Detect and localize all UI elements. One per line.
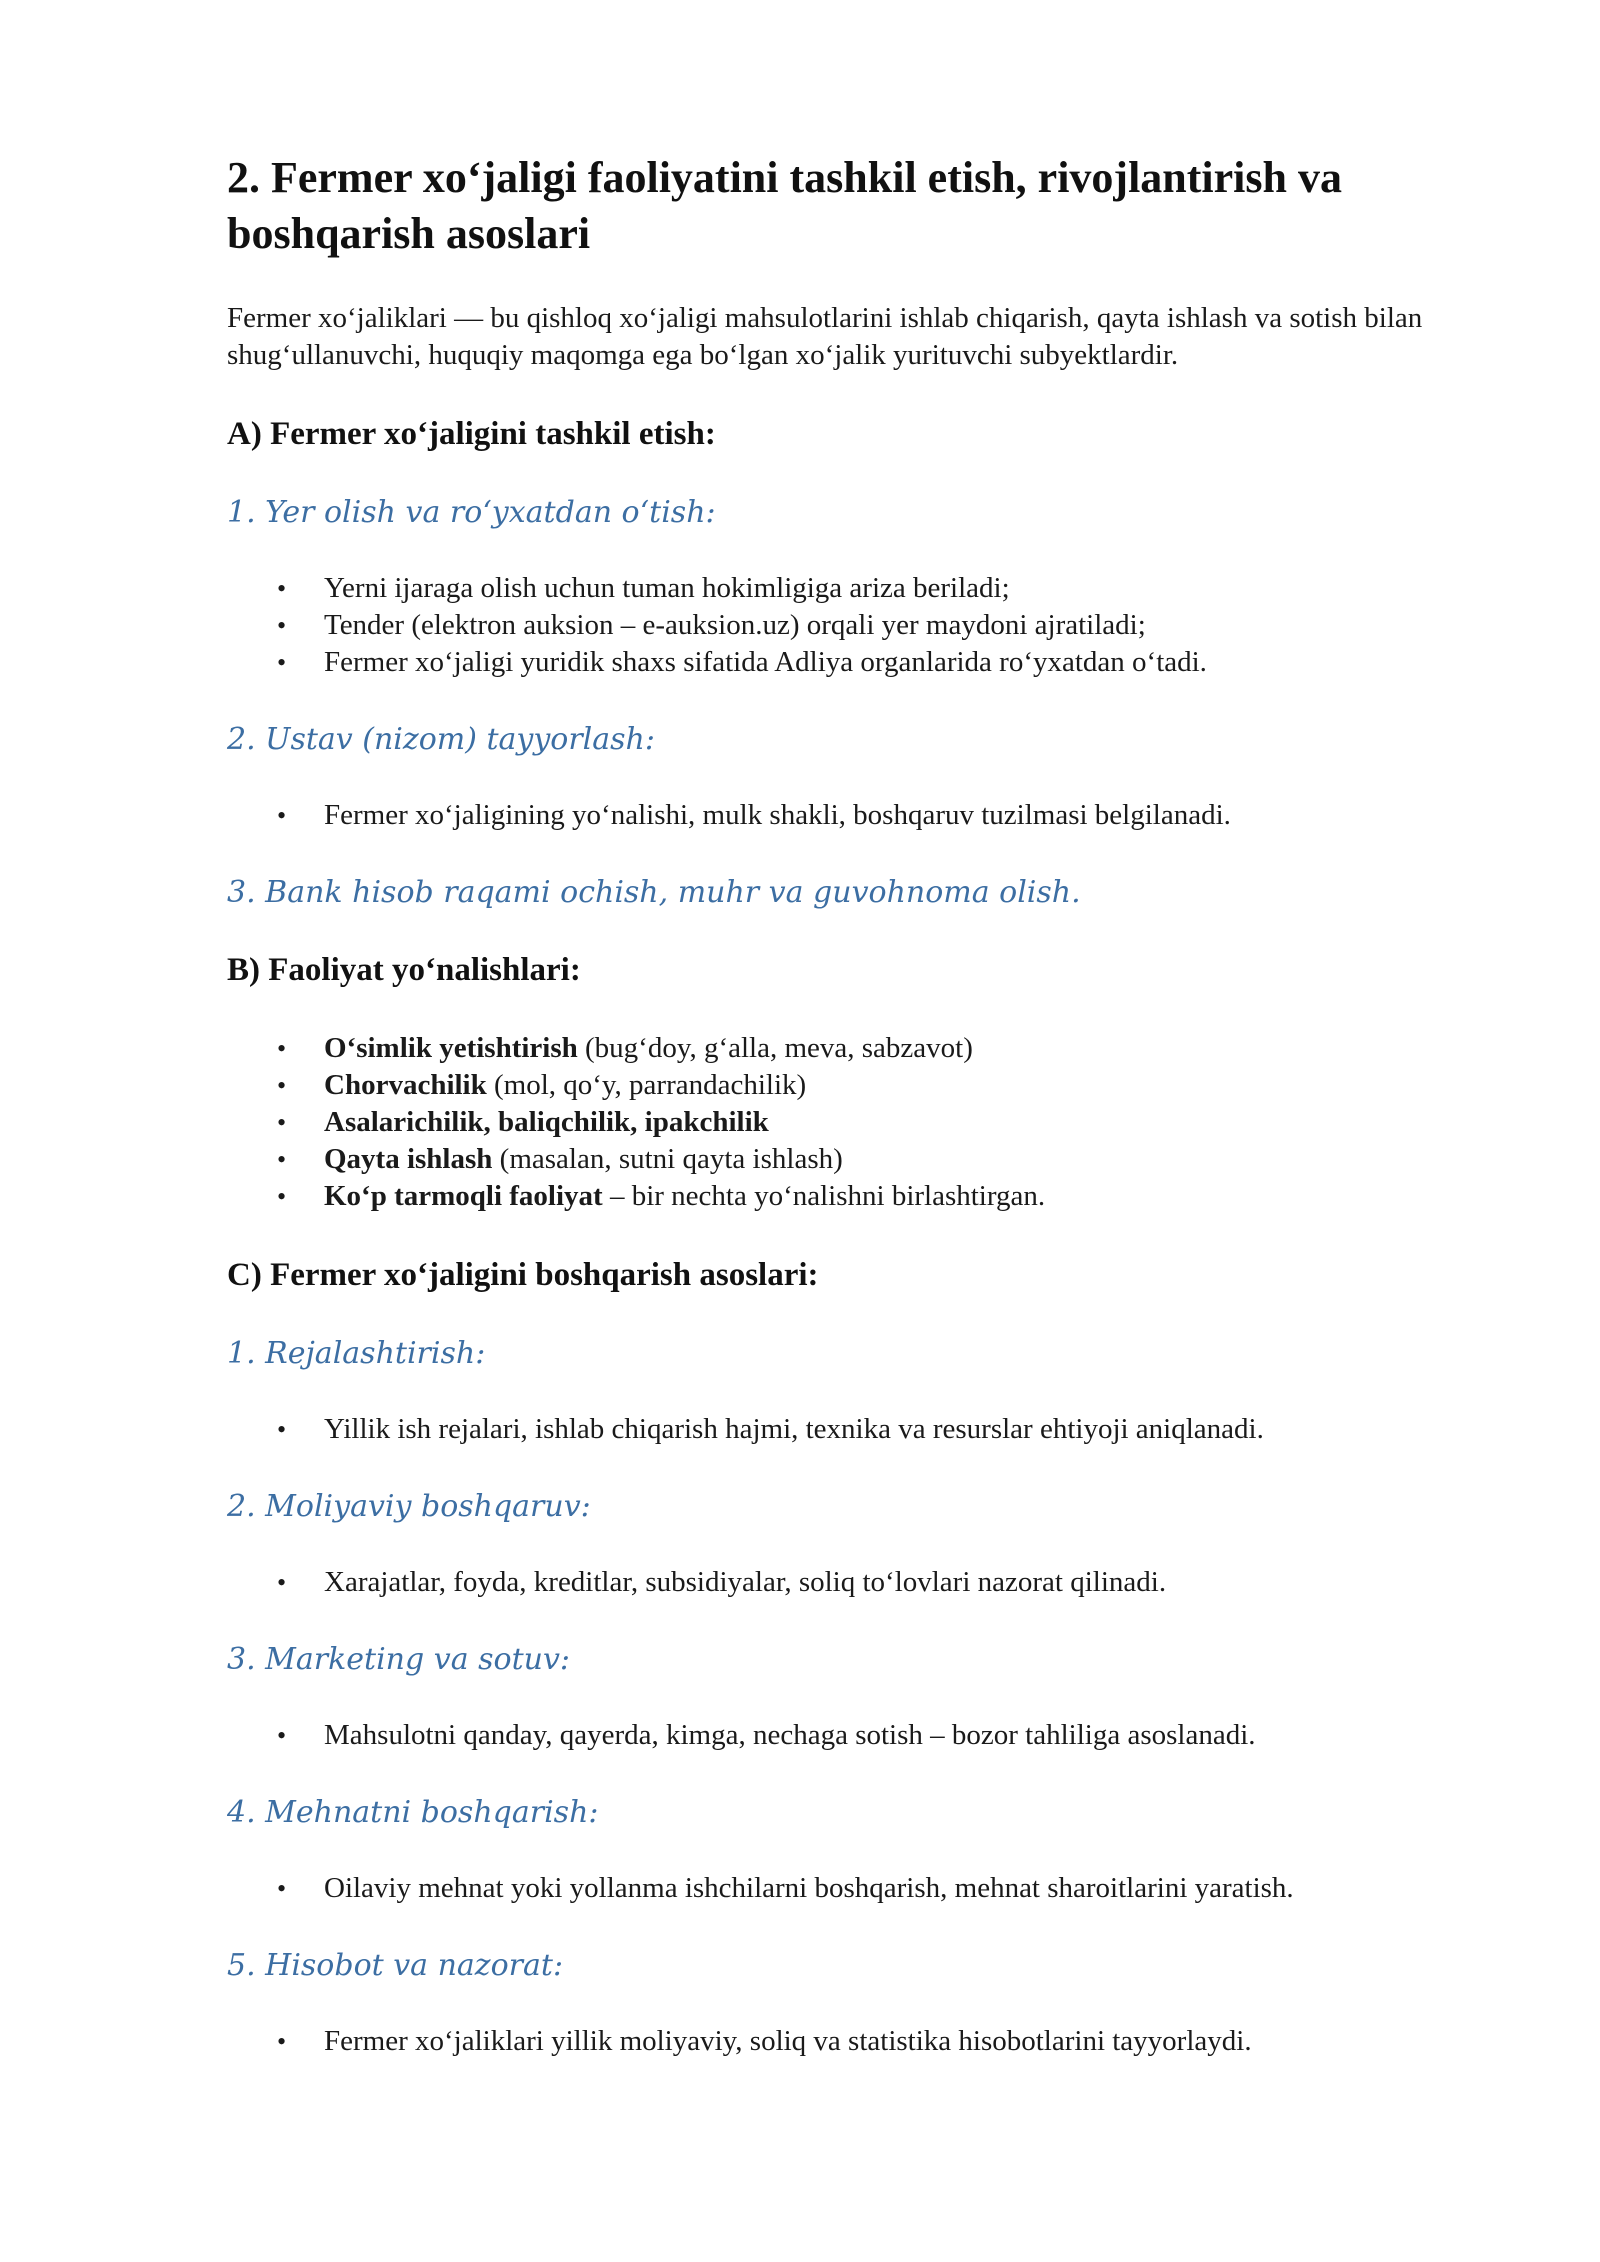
- list-item: • Mahsulotni qanday, qayerda, kimga, nechaga sotish – bozor tahliliga asoslanadi.: [227, 1717, 1487, 1754]
- section-a-sub1-list: [227, 570, 1487, 681]
- section-c-sub2-heading: 2. Moliyaviy boshqaruv:: [227, 1489, 591, 1524]
- bullet-icon: •: [277, 1182, 287, 1211]
- bullet-icon: •: [277, 574, 287, 603]
- list-item: • Fermer xo‘jaligi yuridik shaxs sifatida Adliya organlarida ro‘yxatdan o‘tadi.: [227, 644, 1487, 681]
- list-item: • Yillik ish rejalari, ishlab chiqarish hajmi, texnika va resurslar ehtiyoji aniqlanadi.: [227, 1411, 1487, 1448]
- document-page: [227, 150, 1487, 2100]
- section-c-sub4-list: [227, 1870, 1487, 1907]
- section-c-sub1-heading: 1. Rejalashtirish:: [227, 1336, 486, 1371]
- list-item: • Chorvachilik (mol, qo‘y, parrandachilik): [227, 1067, 1487, 1104]
- section-a-sub2-list: [227, 797, 1487, 834]
- bullet-icon: •: [277, 1721, 287, 1750]
- list-item: • Xarajatlar, foyda, kreditlar, subsidiyalar, soliq to‘lovlari nazorat qilinadi.: [227, 1564, 1487, 1601]
- list-item: • Yerni ijaraga olish uchun tuman hokimligiga ariza beriladi;: [227, 570, 1487, 607]
- bullet-icon: •: [277, 1145, 287, 1174]
- section-a-heading: A) Fermer xo‘jaligini tashkil etish:: [227, 416, 716, 452]
- bullet-icon: •: [277, 1034, 287, 1063]
- section-a-sub2-heading: 2. Ustav (nizom) tayyorlash:: [227, 722, 655, 757]
- bullet-icon: •: [277, 1415, 287, 1444]
- bullet-icon: •: [277, 1874, 287, 1903]
- bullet-icon: •: [277, 611, 287, 640]
- bullet-icon: •: [277, 1108, 287, 1137]
- section-a-sub1-heading: 1. Yer olish va ro‘yxatdan o‘tish:: [227, 495, 716, 530]
- bullet-icon: •: [277, 2027, 287, 2056]
- list-item: • Oilaviy mehnat yoki yollanma ishchilarni boshqarish, mehnat sharoitlarini yaratish.: [227, 1870, 1487, 1907]
- list-item: • Tender (elektron auksion – e-auksion.uz) orqali yer maydoni ajratiladi;: [227, 607, 1487, 644]
- section-c-sub4-heading: 4. Mehnatni boshqarish:: [227, 1795, 599, 1830]
- section-a-sub3-heading: 3. Bank hisob raqami ochish, muhr va guvohnoma olish.: [227, 875, 1081, 910]
- bullet-icon: •: [277, 1071, 287, 1100]
- list-item: • Qayta ishlash (masalan, sutni qayta ishlash): [227, 1141, 1487, 1178]
- bullet-icon: •: [277, 1568, 287, 1597]
- list-item: • Fermer xo‘jaligining yo‘nalishi, mulk shakli, boshqaruv tuzilmasi belgilanadi.: [227, 797, 1487, 834]
- section-c-sub2-list: [227, 1564, 1487, 1601]
- bullet-icon: •: [277, 801, 287, 830]
- list-item: • Asalarichilik, baliqchilik, ipakchilik: [227, 1104, 1487, 1141]
- section-c-sub1-list: [227, 1411, 1487, 1448]
- intro-paragraph: Fermer xo‘jaliklari — bu qishloq xo‘jaligi mahsulotlarini ishlab chiqarish, qayta ishlash va sotish bilan shug‘ullanuvchi, huquqiy maqomga ega bo‘lgan xo‘jalik yurituvchi subyektlardir.: [227, 302, 1423, 371]
- list-item: • O‘simlik yetishtirish (bug‘doy, g‘alla, meva, sabzavot): [227, 1030, 1487, 1067]
- section-b-list: [227, 1030, 1487, 1215]
- section-c-sub3-list: [227, 1717, 1487, 1754]
- document-title: 2. Fermer xo‘jaligi faoliyatini tashkil etish, rivojlantirish va boshqarish asoslari: [227, 153, 1342, 258]
- section-c-sub5-heading: 5. Hisobot va nazorat:: [227, 1948, 564, 1983]
- section-c-sub5-list: [227, 2023, 1487, 2060]
- section-c-heading: C) Fermer xo‘jaligini boshqarish asoslari:: [227, 1257, 819, 1293]
- section-b-heading: B) Faoliyat yo‘nalishlari:: [227, 952, 581, 988]
- bullet-icon: •: [277, 648, 287, 677]
- section-c-sub3-heading: 3. Marketing va sotuv:: [227, 1642, 571, 1677]
- list-item: • Fermer xo‘jaliklari yillik moliyaviy, soliq va statistika hisobotlarini tayyorlaydi.: [227, 2023, 1487, 2060]
- list-item: • Ko‘p tarmoqli faoliyat – bir nechta yo‘nalishni birlashtirgan.: [227, 1178, 1487, 1215]
